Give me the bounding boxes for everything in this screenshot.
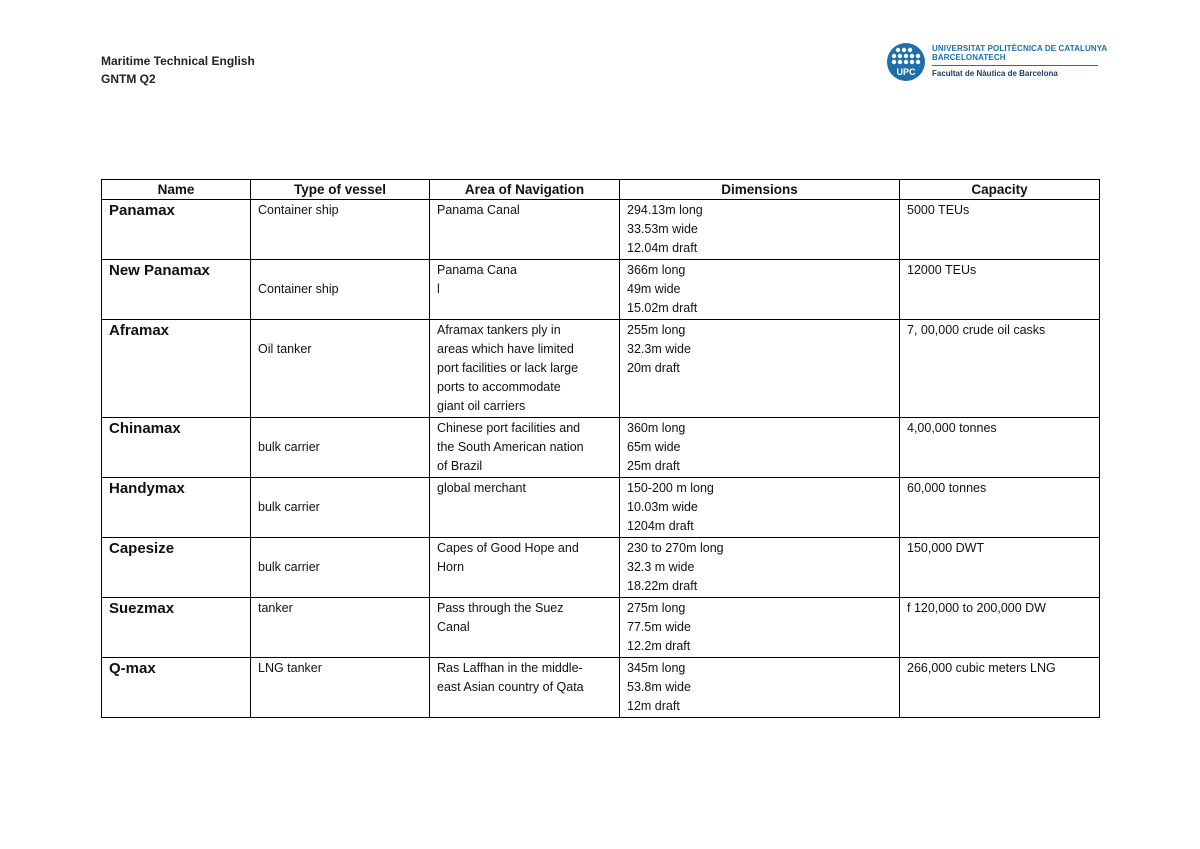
capacity-cell: 150,000 DWT xyxy=(900,538,1100,598)
dimensions-cell-line: 255m long xyxy=(627,323,686,337)
navigation-area-cell xyxy=(430,598,620,658)
capacity-cell: 5000 TEUs xyxy=(900,200,1100,260)
dimensions-cell xyxy=(620,320,900,418)
vessel-type-cell-line: Oil tanker xyxy=(258,342,312,356)
navigation-area-cell-line: Ras Laffhan in the middle- xyxy=(437,661,583,675)
dimensions-cell-line: 49m wide xyxy=(627,282,681,296)
vessel-type-cell-line xyxy=(258,539,422,558)
table-row xyxy=(102,658,1100,718)
table-row xyxy=(102,418,1100,478)
vessel-table xyxy=(101,179,1100,718)
dimensions-cell-line: 294.13m long xyxy=(627,203,703,217)
navigation-area-cell xyxy=(430,658,620,718)
vessel-type-cell-line: bulk carrier xyxy=(258,500,320,514)
header-name: Name xyxy=(102,180,251,200)
navigation-area-cell-line: areas which have limited xyxy=(437,342,574,356)
dimensions-cell xyxy=(620,260,900,320)
capacity-cell: 12000 TEUs xyxy=(900,260,1100,320)
navigation-area-cell-line: the South American nation xyxy=(437,440,584,454)
dimensions-cell-line: 20m draft xyxy=(627,361,680,375)
faculty-name: Facultat de Nàutica de Barcelona xyxy=(932,69,1058,78)
vessel-name-cell: Suezmax xyxy=(102,598,251,658)
dimensions-cell xyxy=(620,658,900,718)
navigation-area-cell xyxy=(430,418,620,478)
dimensions-cell-line: 12m draft xyxy=(627,699,680,713)
dimensions-cell-line: 33.53m wide xyxy=(627,222,698,236)
navigation-area-cell-line: Pass through the Suez xyxy=(437,601,564,615)
table-row xyxy=(102,478,1100,538)
dimensions-cell-line: 18.22m draft xyxy=(627,579,698,593)
dimensions-cell-line: 10.03m wide xyxy=(627,500,698,514)
dimensions-cell xyxy=(620,200,900,260)
course-title: Maritime Technical English xyxy=(101,54,255,68)
vessel-type-cell xyxy=(251,200,430,260)
dimensions-cell-line: 53.8m wide xyxy=(627,680,691,694)
vessel-type-cell xyxy=(251,598,430,658)
dimensions-cell-line: 25m draft xyxy=(627,459,680,473)
table-header-row xyxy=(102,180,1100,200)
vessel-type-cell xyxy=(251,418,430,478)
dimensions-cell-line: 150-200 m long xyxy=(627,481,714,495)
dimensions-cell-line: 65m wide xyxy=(627,440,681,454)
navigation-area-cell xyxy=(430,200,620,260)
capacity-cell: 7, 00,000 crude oil casks xyxy=(900,320,1100,418)
table-row xyxy=(102,598,1100,658)
capacity-cell: 60,000 tonnes xyxy=(900,478,1100,538)
navigation-area-cell-line: global merchant xyxy=(437,481,526,495)
table-row xyxy=(102,260,1100,320)
dimensions-cell xyxy=(620,478,900,538)
vessel-type-cell xyxy=(251,478,430,538)
navigation-area-cell-line: Panama Cana xyxy=(437,263,517,277)
dimensions-cell-line: 32.3 m wide xyxy=(627,560,695,574)
vessel-name-cell: Handymax xyxy=(102,478,251,538)
university-name: UNIVERSITAT POLITÈCNICA DE CATALUNYA xyxy=(932,44,1108,53)
navigation-area-cell-line: ports to accommodate xyxy=(437,380,561,394)
dimensions-cell-line: 360m long xyxy=(627,421,686,435)
navigation-area-cell xyxy=(430,478,620,538)
dimensions-cell-line: 345m long xyxy=(627,661,686,675)
navigation-area-cell xyxy=(430,320,620,418)
header-area: Area of Navigation xyxy=(430,180,620,200)
vessel-type-cell-line xyxy=(258,261,422,280)
vessel-type-cell-line: Container ship xyxy=(258,282,339,296)
vessel-type-cell xyxy=(251,260,430,320)
vessel-name-cell: New Panamax xyxy=(102,260,251,320)
capacity-cell: 4,00,000 tonnes xyxy=(900,418,1100,478)
navigation-area-cell-line: Capes of Good Hope and xyxy=(437,541,579,555)
vessel-type-cell-line: bulk carrier xyxy=(258,560,320,574)
capacity-cell: 266,000 cubic meters LNG xyxy=(900,658,1100,718)
vessel-name-cell: Capesize xyxy=(102,538,251,598)
vessel-type-cell-line xyxy=(258,321,422,340)
table-row xyxy=(102,320,1100,418)
dimensions-cell-line: 15.02m draft xyxy=(627,301,698,315)
navigation-area-cell-line: port facilities or lack large xyxy=(437,361,579,375)
table-row xyxy=(102,200,1100,260)
vessel-type-cell-line xyxy=(258,479,422,498)
table-row xyxy=(102,538,1100,598)
logo-divider xyxy=(932,65,1098,66)
navigation-area-cell-line: of Brazil xyxy=(437,459,483,473)
logo-abbreviation: UPC xyxy=(896,67,916,77)
navigation-area-cell-line: l xyxy=(437,282,440,296)
vessel-type-cell xyxy=(251,538,430,598)
vessel-type-cell-line: LNG tanker xyxy=(258,661,322,675)
campus-name: BARCELONATECH xyxy=(932,53,1006,62)
dimensions-cell xyxy=(620,538,900,598)
vessel-name-cell: Q-max xyxy=(102,658,251,718)
dimensions-cell-line: 230 to 270m long xyxy=(627,541,724,555)
vessel-name-cell: Panamax xyxy=(102,200,251,260)
header-type: Type of vessel xyxy=(251,180,430,200)
navigation-area-cell xyxy=(430,260,620,320)
vessel-name-cell: Chinamax xyxy=(102,418,251,478)
document-header xyxy=(101,52,255,88)
capacity-cell: f 120,000 to 200,000 DW xyxy=(900,598,1100,658)
vessel-type-cell xyxy=(251,658,430,718)
dimensions-cell-line: 32.3m wide xyxy=(627,342,691,356)
dimensions-cell-line: 366m long xyxy=(627,263,686,277)
navigation-area-cell-line: Panama Canal xyxy=(437,203,520,217)
header-dimensions: Dimensions xyxy=(620,180,900,200)
navigation-area-cell xyxy=(430,538,620,598)
vessel-type-cell-line: bulk carrier xyxy=(258,440,320,454)
vessel-type-cell xyxy=(251,320,430,418)
dimensions-cell-line: 77.5m wide xyxy=(627,620,691,634)
vessel-name-cell: Aframax xyxy=(102,320,251,418)
vessel-type-cell-line xyxy=(258,419,422,438)
vessel-type-cell-line: Container ship xyxy=(258,203,339,217)
dimensions-cell xyxy=(620,598,900,658)
dimensions-cell-line: 12.04m draft xyxy=(627,241,698,255)
navigation-area-cell-line: east Asian country of Qata xyxy=(437,680,584,694)
vessel-type-cell-line: tanker xyxy=(258,601,293,615)
course-code: GNTM Q2 xyxy=(101,72,156,86)
dimensions-cell xyxy=(620,418,900,478)
navigation-area-cell-line: Chinese port facilities and xyxy=(437,421,581,435)
university-logo xyxy=(886,42,1108,84)
navigation-area-cell-line: Canal xyxy=(437,620,470,634)
dimensions-cell-line: 12.2m draft xyxy=(627,639,691,653)
navigation-area-cell-line: Aframax tankers ply in xyxy=(437,323,561,337)
dimensions-cell-line: 1204m draft xyxy=(627,519,694,533)
table-body xyxy=(102,200,1100,718)
navigation-area-cell-line: Horn xyxy=(437,560,465,574)
header-capacity: Capacity xyxy=(900,180,1100,200)
navigation-area-cell-line: giant oil carriers xyxy=(437,399,526,413)
upc-dots-logo-icon xyxy=(886,42,926,82)
dimensions-cell-line: 275m long xyxy=(627,601,686,615)
